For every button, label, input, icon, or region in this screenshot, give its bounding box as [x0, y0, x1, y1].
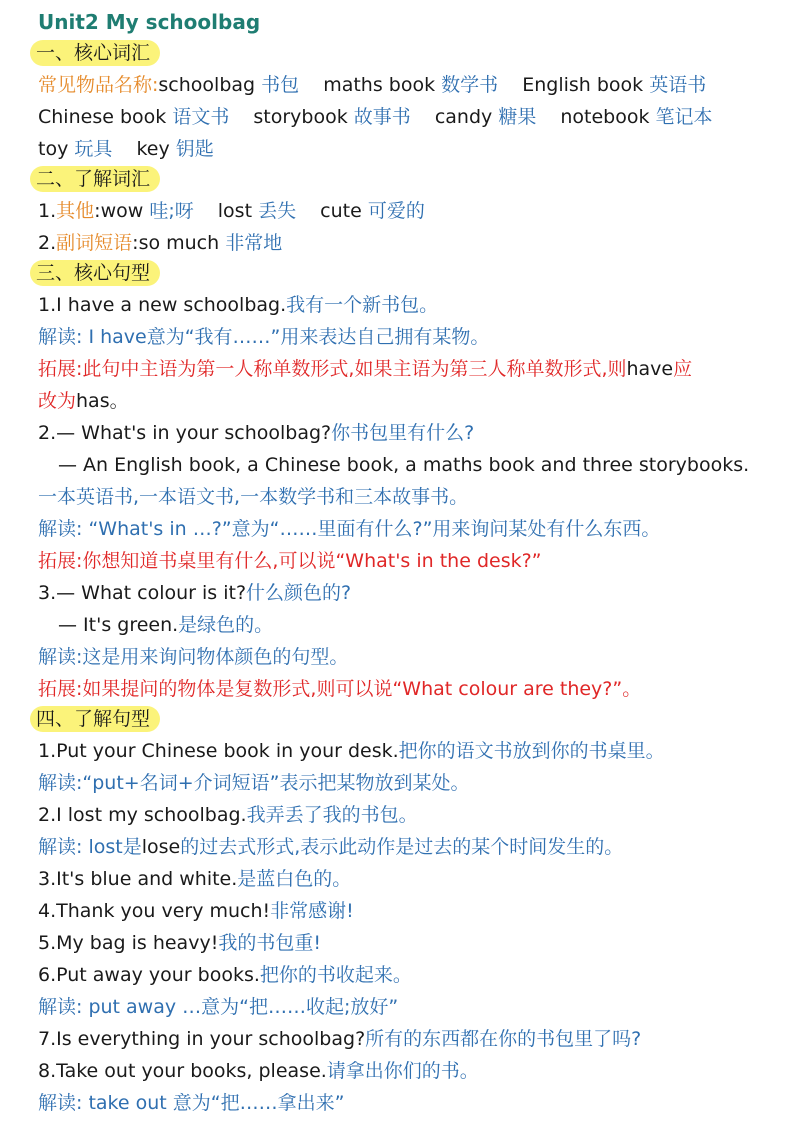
- vocab-zh: 钥匙: [175, 138, 214, 160]
- explanation-3: [38, 644, 786, 670]
- vocab-zh: 语文书: [172, 106, 230, 128]
- pattern-7: [38, 1026, 786, 1052]
- pattern-3: [38, 866, 786, 892]
- extension-3: [38, 676, 786, 702]
- sentence-3-question: [38, 580, 786, 606]
- explanation-text: 的过去式形式,表示此动作是过去的某个时间发生的。: [180, 836, 624, 858]
- pattern-1: [38, 738, 786, 764]
- vocab-en: candy: [434, 106, 493, 128]
- keyword: have: [626, 358, 674, 380]
- pattern-4: [38, 898, 786, 924]
- sentence-zh: 我弄丢了我的书包。: [246, 804, 418, 826]
- vocab-en: Chinese book: [38, 106, 167, 128]
- sentence-zh: 把你的书收起来。: [259, 964, 412, 986]
- sentence-en: 4.Thank you very much!: [38, 900, 271, 922]
- vocab-zh: 非常地: [225, 232, 283, 254]
- vocab-en: cute: [320, 200, 362, 222]
- vocab-zh: 书包: [261, 74, 300, 96]
- extension-text: 拓展:此句中主语为第一人称单数形式,如果主语为第三人称单数形式,则: [38, 358, 627, 380]
- sentence-en: — An English book, a Chinese book, a maths book and three storybooks.: [58, 454, 750, 476]
- pattern-8: [38, 1058, 786, 1084]
- sentence-en: 5.My bag is heavy!: [38, 932, 219, 954]
- vocab-row-2: [38, 104, 786, 130]
- pattern-6-explanation: [38, 994, 786, 1020]
- sentence-zh: 非常感谢!: [270, 900, 354, 922]
- sentence-zh: 所有的东西都在你的书包里了吗?: [365, 1028, 642, 1050]
- other-words-line: [38, 198, 786, 224]
- sentence-zh: 请拿出你们的书。: [326, 1060, 479, 1082]
- explanation-label: 解读: I have: [38, 326, 147, 348]
- category-label: 常见物品名称:: [38, 74, 159, 96]
- vocab-row-1: [38, 72, 786, 98]
- sentence-3-answer: [38, 612, 786, 638]
- sentence-en: 1.Put your Chinese book in your desk.: [38, 740, 399, 762]
- section-heading-know-vocab: [38, 166, 786, 192]
- sentence-en: — It's green.: [58, 614, 179, 636]
- pattern-2-explanation: [38, 834, 786, 860]
- extension-text: 拓展:如果提问的物体是复数形式,则可以说“What colour are they?”。: [38, 678, 642, 700]
- sentence-zh: 我的书包重!: [218, 932, 321, 954]
- heading-highlight: 三、核心句型: [30, 260, 160, 286]
- vocab-zh: 哇;呀: [149, 200, 194, 222]
- sentence-zh: 是蓝白色的。: [237, 868, 352, 890]
- vocab-zh: 英语书: [649, 74, 707, 96]
- explanation-text: 解读:“put+名词+介词短语”表示把某物放到某处。: [38, 772, 470, 794]
- sentence-zh: 什么颜色的?: [246, 582, 352, 604]
- vocab-en: notebook: [560, 106, 650, 128]
- pattern-5: [38, 930, 786, 956]
- pattern-8-explanation: [38, 1090, 786, 1116]
- explanation-text: 解读: put away …意为“把……收起;放好”: [38, 996, 399, 1018]
- sentence-zh: 把你的语文书放到你的书桌里。: [398, 740, 665, 762]
- vocab-en: schoolbag: [158, 74, 256, 96]
- vocab-en: storybook: [253, 106, 348, 128]
- sentence-zh: 一本英语书,一本语文书,一本数学书和三本故事书。: [38, 486, 469, 508]
- section-heading-core-sentences: [38, 260, 786, 286]
- sentence-en: 3.It's blue and white.: [38, 868, 238, 890]
- page-title: Unit2 My schoolbag: [38, 10, 261, 34]
- sentence-zh: 你书包里有什么?: [331, 422, 475, 444]
- pattern-2: [38, 802, 786, 828]
- vocab-zh: 数学书: [441, 74, 499, 96]
- keyword: lose: [141, 836, 181, 858]
- heading-highlight: 一、核心词汇: [30, 40, 160, 66]
- pattern-6: [38, 962, 786, 988]
- colon: :: [132, 232, 139, 254]
- item-number: 1.: [38, 200, 57, 222]
- sentence-en: 1.I have a new schoolbag.: [38, 294, 287, 316]
- extension-1-cont: [38, 388, 786, 414]
- explanation-text: 意为“我有……”用来表达自己拥有某物。: [146, 326, 490, 348]
- sentence-zh: 是绿色的。: [178, 614, 274, 636]
- heading-highlight: 二、了解词汇: [30, 166, 160, 192]
- explanation-text: 解读:这是用来询问物体颜色的句型。: [38, 646, 349, 668]
- sentence-1: [38, 292, 786, 318]
- sentence-en: 7.Is everything in your schoolbag?: [38, 1028, 366, 1050]
- vocab-en: maths book: [323, 74, 436, 96]
- explanation-1: [38, 324, 786, 350]
- extension-text: 改为: [38, 390, 77, 412]
- category-label: 副词短语: [56, 232, 133, 254]
- category-label: 其他: [56, 200, 95, 222]
- vocab-zh: 故事书: [353, 106, 411, 128]
- heading-highlight: 四、了解句型: [30, 706, 160, 732]
- vocab-zh: 糖果: [498, 106, 537, 128]
- pattern-1-explanation: [38, 770, 786, 796]
- punct: 。: [109, 390, 129, 412]
- colon: :: [94, 200, 101, 222]
- vocab-zh: 玩具: [74, 138, 113, 160]
- sentence-2-answer: [38, 452, 786, 478]
- vocab-en: lost: [217, 200, 253, 222]
- item-number: 2.: [38, 232, 57, 254]
- sentence-en: 2.— What's in your schoolbag?: [38, 422, 332, 444]
- explanation-text: 解读: take out 意为“把……拿出来”: [38, 1092, 345, 1114]
- extension-2: [38, 548, 786, 574]
- vocab-zh: 笔记本: [655, 106, 713, 128]
- vocab-zh: 丢失: [258, 200, 297, 222]
- section-heading-know-sentences: [38, 706, 786, 732]
- vocab-zh: 可爱的: [367, 200, 425, 222]
- vocab-en: so much: [138, 232, 220, 254]
- sentence-en: 6.Put away your books.: [38, 964, 260, 986]
- vocab-en: toy: [38, 138, 69, 160]
- extension-text: 拓展:你想知道书桌里有什么,可以说“What's in the desk?”: [38, 550, 542, 572]
- extension-text: 应: [673, 358, 693, 380]
- explanation-label: 解读: lost: [38, 836, 123, 858]
- explanation-2: [38, 516, 786, 542]
- sentence-en: 8.Take out your books, please.: [38, 1060, 327, 1082]
- sentence-2-question: [38, 420, 786, 446]
- keyword: has: [76, 390, 110, 412]
- sentence-zh: 我有一个新书包。: [286, 294, 439, 316]
- explanation-text: 解读: “What's in …?”意为“……里面有什么?”用来询问某处有什么东西。: [38, 518, 661, 540]
- section-heading-core-vocab: [38, 40, 786, 66]
- sentence-en: 3.— What colour is it?: [38, 582, 247, 604]
- vocab-en: key: [136, 138, 170, 160]
- sentence-2-translation: [38, 484, 786, 510]
- sentence-en: 2.I lost my schoolbag.: [38, 804, 247, 826]
- explanation-text: 是: [122, 836, 142, 858]
- vocab-en: English book: [522, 74, 644, 96]
- extension-1: [38, 356, 786, 382]
- vocab-row-3: [38, 136, 786, 162]
- adverb-phrase-line: [38, 230, 786, 256]
- vocab-en: wow: [100, 200, 144, 222]
